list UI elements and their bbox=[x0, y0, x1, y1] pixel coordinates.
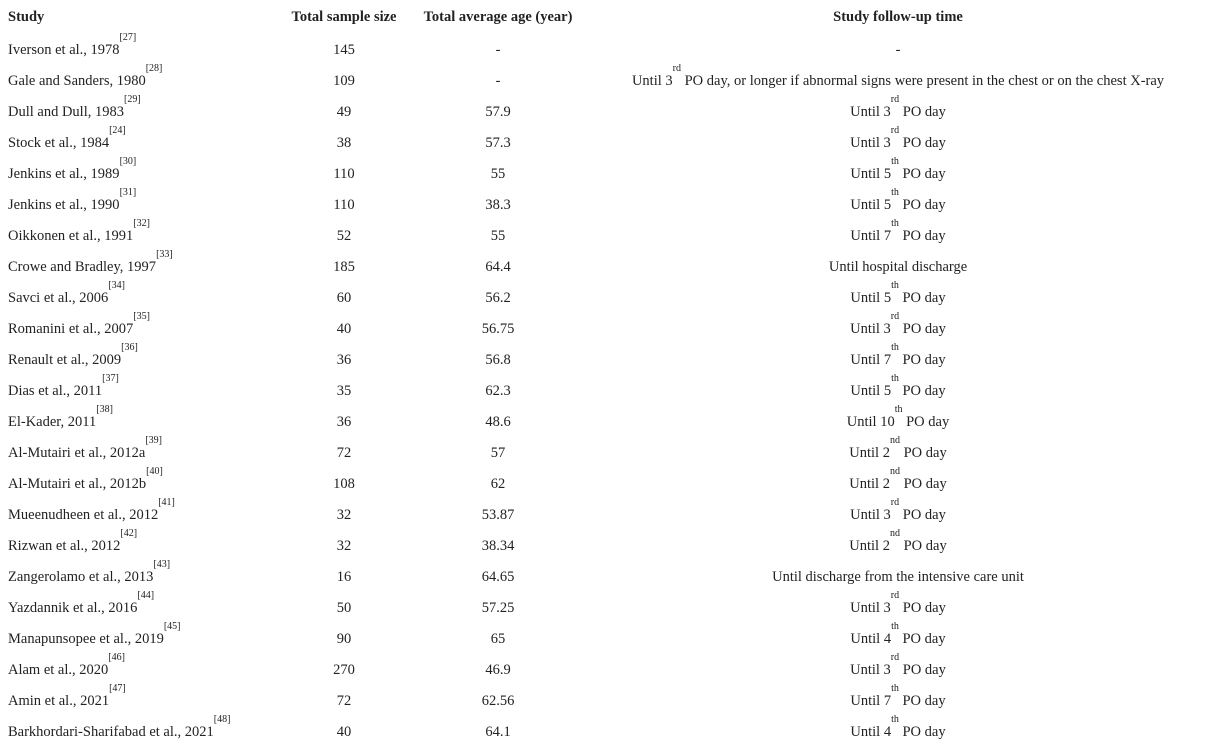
table-row bbox=[0, 374, 1215, 405]
table-row bbox=[0, 33, 1215, 64]
follow-up-cell bbox=[583, 42, 1213, 59]
average-age-cell: - bbox=[495, 42, 501, 58]
sample-size-cell: 38 bbox=[336, 135, 352, 151]
reference: [31] bbox=[119, 187, 137, 198]
study-name: Amin et al., 2021 bbox=[8, 693, 110, 709]
follow-up-text-rest: PO day bbox=[899, 538, 947, 554]
average-age-cell: 56.75 bbox=[481, 321, 515, 337]
header-follow-up: Study follow-up time bbox=[833, 9, 963, 25]
reference: [38] bbox=[96, 404, 113, 415]
follow-up-text-rest: PO day bbox=[899, 476, 947, 492]
average-age-cell: 62.3 bbox=[485, 383, 511, 399]
sample-size-cell: 16 bbox=[336, 569, 352, 585]
follow-up-cell bbox=[583, 63, 1213, 90]
follow-up-cell bbox=[583, 435, 1213, 462]
follow-up-text-rest: PO day bbox=[902, 414, 950, 430]
study-name: Barkhordari-Sharifabad et al., 2021 bbox=[8, 724, 214, 740]
reference: [40] bbox=[146, 466, 163, 477]
sample-size-cell: 50 bbox=[336, 600, 352, 616]
sample-size-cell: 32 bbox=[336, 538, 352, 554]
sample-size-cell: 72 bbox=[336, 445, 352, 461]
study-cell bbox=[8, 280, 125, 307]
sample-size-cell: 72 bbox=[336, 693, 352, 709]
study-name: Yazdannik et al., 2016 bbox=[8, 600, 138, 616]
ordinal-suffix: rd bbox=[890, 311, 900, 322]
ordinal-suffix: th bbox=[891, 342, 899, 353]
table-row bbox=[0, 715, 1215, 746]
follow-up-cell bbox=[583, 94, 1213, 121]
sample-size-cell: 110 bbox=[333, 166, 355, 182]
study-cell bbox=[8, 94, 141, 121]
sample-size-cell: 185 bbox=[333, 259, 355, 275]
table-row bbox=[0, 653, 1215, 684]
follow-up-text-rest: PO day bbox=[899, 600, 946, 616]
follow-up-text: Until 10 bbox=[846, 414, 895, 430]
table-row bbox=[0, 188, 1215, 219]
ordinal-suffix: th bbox=[891, 280, 899, 291]
follow-up-text: Until 2 bbox=[849, 538, 890, 554]
average-age-cell: 48.6 bbox=[485, 414, 511, 430]
reference: [34] bbox=[108, 280, 125, 291]
average-age-cell: 64.65 bbox=[481, 569, 515, 585]
reference: [27] bbox=[119, 32, 137, 43]
study-name: El-Kader, 2011 bbox=[8, 414, 97, 430]
reference: [46] bbox=[108, 652, 125, 663]
follow-up-text: - bbox=[895, 42, 901, 58]
ordinal-suffix: th bbox=[891, 683, 899, 694]
reference: [33] bbox=[156, 249, 173, 260]
study-cell bbox=[8, 466, 163, 493]
follow-up-text: Until 5 bbox=[850, 166, 892, 182]
header-sample-size: Total sample size bbox=[291, 9, 397, 25]
follow-up-text: Until 3 bbox=[850, 662, 891, 678]
follow-up-cell bbox=[583, 569, 1213, 586]
reference: [29] bbox=[124, 94, 141, 105]
ordinal-suffix: nd bbox=[889, 528, 900, 539]
reference: [28] bbox=[145, 63, 163, 74]
follow-up-text: Until 4 bbox=[850, 631, 892, 647]
follow-up-text-rest: PO day bbox=[898, 383, 946, 399]
table-row bbox=[0, 622, 1215, 653]
study-name: Al-Mutairi et al., 2012a bbox=[8, 445, 146, 461]
table-row bbox=[0, 498, 1215, 529]
follow-up-cell bbox=[583, 466, 1213, 493]
follow-up-text: Until 5 bbox=[850, 290, 892, 306]
table-row bbox=[0, 529, 1215, 560]
sample-size-cell: 270 bbox=[333, 662, 355, 678]
follow-up-text-rest: PO day, or longer if abnormal signs were present in the chest or on the chest X-ray bbox=[680, 73, 1165, 89]
follow-up-text-rest: PO day bbox=[898, 631, 946, 647]
follow-up-text-rest: PO day bbox=[898, 290, 946, 306]
follow-up-text-rest: PO day bbox=[899, 445, 947, 461]
follow-up-text-rest: PO day bbox=[899, 507, 946, 523]
follow-up-text: Until 7 bbox=[850, 352, 892, 368]
study-name: Jenkins et al., 1989 bbox=[8, 166, 120, 182]
follow-up-text: Until 7 bbox=[850, 228, 892, 244]
follow-up-text: Until 3 bbox=[850, 321, 891, 337]
average-age-cell: - bbox=[495, 73, 501, 89]
sample-size-cell: 90 bbox=[336, 631, 352, 647]
header-average-age: Total average age (year) bbox=[423, 9, 573, 25]
average-age-cell: 62.56 bbox=[481, 693, 515, 709]
ordinal-suffix: rd bbox=[890, 590, 900, 601]
table-row bbox=[0, 560, 1215, 591]
follow-up-cell bbox=[583, 187, 1213, 214]
study-name: Al-Mutairi et al., 2012b bbox=[8, 476, 147, 492]
study-cell bbox=[8, 32, 137, 59]
study-name: Zangerolamo et al., 2013 bbox=[8, 569, 154, 585]
study-cell bbox=[8, 156, 137, 183]
study-name: Rizwan et al., 2012 bbox=[8, 538, 121, 554]
follow-up-text: Until 3 bbox=[850, 600, 891, 616]
ordinal-suffix: th bbox=[891, 187, 899, 198]
study-name: Savci et al., 2006 bbox=[8, 290, 109, 306]
table-row bbox=[0, 312, 1215, 343]
study-cell bbox=[8, 621, 181, 648]
table-row bbox=[0, 281, 1215, 312]
study-cell bbox=[8, 714, 231, 741]
ordinal-suffix: th bbox=[891, 218, 899, 229]
reference: [47] bbox=[109, 683, 126, 694]
table-row bbox=[0, 405, 1215, 436]
study-cell bbox=[8, 373, 119, 400]
follow-up-text-rest: PO day bbox=[898, 693, 946, 709]
average-age-cell: 55 bbox=[490, 166, 506, 182]
average-age-cell: 55 bbox=[490, 228, 506, 244]
table-header bbox=[0, 0, 1215, 33]
sample-size-cell: 60 bbox=[336, 290, 352, 306]
average-age-cell: 53.87 bbox=[481, 507, 515, 523]
ordinal-suffix: th bbox=[891, 621, 899, 632]
reference: [48] bbox=[213, 714, 231, 725]
average-age-cell: 64.4 bbox=[485, 259, 511, 275]
ordinal-suffix: th bbox=[891, 156, 899, 167]
follow-up-cell bbox=[583, 404, 1213, 431]
study-cell bbox=[8, 435, 162, 462]
study-name: Renault et al., 2009 bbox=[8, 352, 122, 368]
sample-size-cell: 32 bbox=[336, 507, 352, 523]
follow-up-text-rest: PO day bbox=[898, 352, 946, 368]
sample-size-cell: 110 bbox=[333, 197, 355, 213]
sample-size-cell: 108 bbox=[333, 476, 355, 492]
follow-up-cell bbox=[583, 683, 1213, 710]
study-cell bbox=[8, 311, 150, 338]
study-cell bbox=[8, 590, 155, 617]
study-cell bbox=[8, 63, 163, 90]
average-age-cell: 64.1 bbox=[485, 724, 511, 740]
follow-up-cell bbox=[583, 311, 1213, 338]
follow-up-text: Until 4 bbox=[850, 724, 892, 740]
follow-up-text-rest: PO day bbox=[898, 197, 946, 213]
average-age-cell: 57.3 bbox=[485, 135, 511, 151]
table-row bbox=[0, 219, 1215, 250]
study-cell bbox=[8, 125, 126, 152]
follow-up-cell bbox=[583, 156, 1213, 183]
reference: [35] bbox=[133, 311, 150, 322]
study-name: Stock et al., 1984 bbox=[8, 135, 110, 151]
table-row bbox=[0, 95, 1215, 126]
follow-up-text: Until 3 bbox=[850, 104, 891, 120]
follow-up-text: Until 5 bbox=[850, 383, 892, 399]
average-age-cell: 46.9 bbox=[485, 662, 511, 678]
study-cell bbox=[8, 187, 137, 214]
average-age-cell: 65 bbox=[490, 631, 506, 647]
study-name: Gale and Sanders, 1980 bbox=[8, 73, 146, 89]
study-cell bbox=[8, 218, 150, 245]
follow-up-cell bbox=[583, 528, 1213, 555]
follow-up-cell bbox=[583, 280, 1213, 307]
table-row bbox=[0, 467, 1215, 498]
reference: [39] bbox=[145, 435, 162, 446]
follow-up-cell bbox=[583, 497, 1213, 524]
reference: [24] bbox=[109, 125, 126, 136]
study-cell bbox=[8, 249, 173, 276]
sample-size-cell: 40 bbox=[336, 321, 352, 337]
follow-up-cell bbox=[583, 342, 1213, 369]
study-name: Dias et al., 2011 bbox=[8, 383, 103, 399]
study-cell bbox=[8, 342, 138, 369]
follow-up-text: Until discharge from the intensive care unit bbox=[772, 569, 1024, 585]
header-study: Study bbox=[8, 9, 45, 25]
study-name: Romanini et al., 2007 bbox=[8, 321, 134, 337]
sample-size-cell: 109 bbox=[333, 73, 355, 89]
reference: [30] bbox=[119, 156, 137, 167]
table-row bbox=[0, 250, 1215, 281]
ordinal-suffix: th bbox=[891, 373, 899, 384]
table-row bbox=[0, 126, 1215, 157]
ordinal-suffix: rd bbox=[890, 94, 900, 105]
follow-up-cell bbox=[583, 373, 1213, 400]
study-cell bbox=[8, 528, 138, 555]
study-name: Manapunsopee et al., 2019 bbox=[8, 631, 164, 647]
follow-up-text: Until 5 bbox=[850, 197, 892, 213]
study-name: Oikkonen et al., 1991 bbox=[8, 228, 134, 244]
reference: [45] bbox=[163, 621, 181, 632]
follow-up-cell bbox=[583, 590, 1213, 617]
average-age-cell: 57.25 bbox=[481, 600, 515, 616]
follow-up-cell bbox=[583, 714, 1213, 741]
table-row bbox=[0, 436, 1215, 467]
average-age-cell: 56.2 bbox=[485, 290, 511, 306]
study-name: Dull and Dull, 1983 bbox=[8, 104, 124, 120]
study-name: Crowe and Bradley, 1997 bbox=[8, 259, 157, 275]
follow-up-text-rest: PO day bbox=[899, 662, 946, 678]
follow-up-cell bbox=[583, 652, 1213, 679]
study-cell bbox=[8, 559, 171, 586]
follow-up-text-rest: PO day bbox=[899, 135, 946, 151]
average-age-cell: 56.8 bbox=[485, 352, 511, 368]
sample-size-cell: 52 bbox=[336, 228, 352, 244]
ordinal-suffix: th bbox=[891, 714, 899, 725]
ordinal-suffix: rd bbox=[890, 652, 900, 663]
follow-up-text: Until 3 bbox=[631, 73, 673, 89]
follow-up-text: Until 3 bbox=[850, 135, 891, 151]
table-row bbox=[0, 157, 1215, 188]
ordinal-suffix: rd bbox=[672, 63, 681, 74]
sample-size-cell: 40 bbox=[336, 724, 352, 740]
reference: [41] bbox=[158, 497, 175, 508]
sample-size-cell: 36 bbox=[336, 414, 352, 430]
average-age-cell: 38.34 bbox=[481, 538, 515, 554]
average-age-cell: 38.3 bbox=[485, 197, 511, 213]
average-age-cell: 57 bbox=[490, 445, 506, 461]
sample-size-cell: 35 bbox=[336, 383, 352, 399]
ordinal-suffix: rd bbox=[890, 497, 900, 508]
study-name: Iverson et al., 1978 bbox=[8, 42, 120, 58]
sample-size-cell: 145 bbox=[333, 42, 355, 58]
reference: [44] bbox=[137, 590, 155, 601]
follow-up-text: Until 2 bbox=[849, 476, 890, 492]
reference: [32] bbox=[133, 218, 150, 229]
follow-up-cell bbox=[583, 218, 1213, 245]
follow-up-text: Until 2 bbox=[849, 445, 890, 461]
study-name: Jenkins et al., 1990 bbox=[8, 197, 120, 213]
reference: [36] bbox=[121, 342, 138, 353]
follow-up-text-rest: PO day bbox=[898, 228, 946, 244]
follow-up-text-rest: PO day bbox=[899, 321, 946, 337]
reference: [43] bbox=[153, 559, 171, 570]
ordinal-suffix: nd bbox=[889, 435, 900, 446]
follow-up-text-rest: PO day bbox=[899, 104, 946, 120]
reference: [37] bbox=[102, 373, 119, 384]
average-age-cell: 57.9 bbox=[485, 104, 511, 120]
follow-up-text: Until 7 bbox=[850, 693, 892, 709]
study-cell bbox=[8, 683, 126, 710]
study-cell bbox=[8, 497, 175, 524]
ordinal-suffix: th bbox=[894, 404, 903, 415]
follow-up-cell bbox=[583, 621, 1213, 648]
follow-up-cell bbox=[583, 259, 1213, 276]
table-body bbox=[0, 33, 1215, 746]
table-row bbox=[0, 343, 1215, 374]
ordinal-suffix: nd bbox=[889, 466, 900, 477]
sample-size-cell: 36 bbox=[336, 352, 352, 368]
follow-up-text-rest: PO day bbox=[898, 166, 946, 182]
average-age-cell: 62 bbox=[490, 476, 506, 492]
study-name: Mueenudheen et al., 2012 bbox=[8, 507, 159, 523]
follow-up-text: Until 3 bbox=[850, 507, 891, 523]
reference: [42] bbox=[120, 528, 138, 539]
table-row bbox=[0, 64, 1215, 95]
study-cell bbox=[8, 404, 113, 431]
follow-up-text-rest: PO day bbox=[898, 724, 946, 740]
table-row bbox=[0, 591, 1215, 622]
study-name: Alam et al., 2020 bbox=[8, 662, 109, 678]
follow-up-cell bbox=[583, 125, 1213, 152]
sample-size-cell: 49 bbox=[336, 104, 352, 120]
ordinal-suffix: rd bbox=[890, 125, 900, 136]
table-row bbox=[0, 684, 1215, 715]
study-cell bbox=[8, 652, 125, 679]
follow-up-text: Until hospital discharge bbox=[828, 259, 968, 275]
